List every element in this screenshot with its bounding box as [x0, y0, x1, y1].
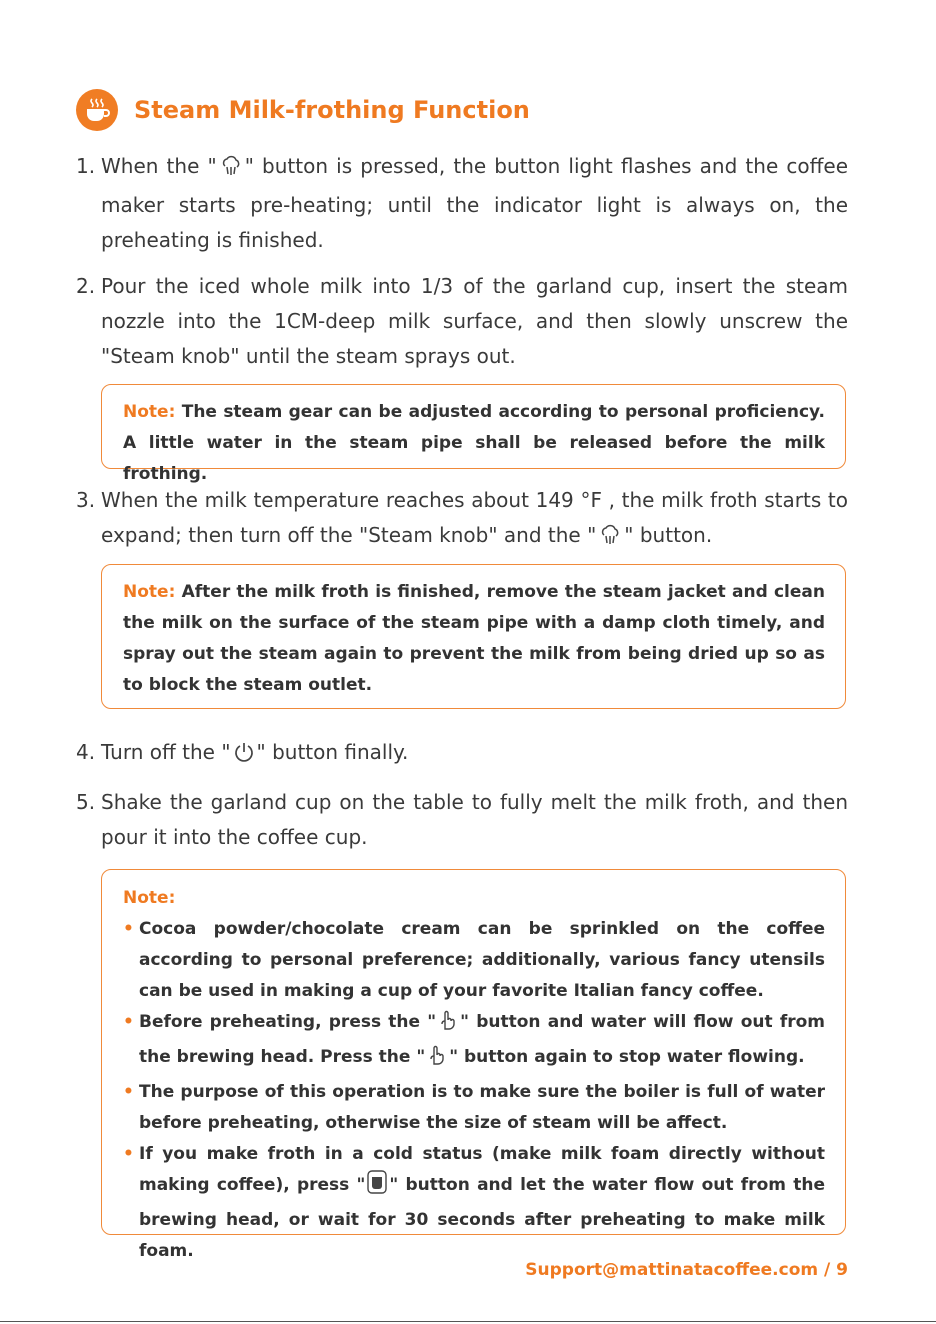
- bullet-text-cont: " button and water will flow out from the brewing head. Press the ": [139, 1012, 825, 1067]
- step-2: [76, 269, 848, 374]
- step-text: Pour the iced whole milk into 1/3 of the garland cup, insert the steam nozzle into the 1CM-deep milk surface, and then slowly unscrew the "Steam knob" until the steam sprays out.: [101, 274, 848, 368]
- step-text-cont: " button is pressed, the button light flashes and the coffee maker starts pre-heating; until the indicator light is always on, the preheating is finished.: [101, 154, 848, 252]
- note-box: [101, 564, 846, 709]
- power-icon: [233, 739, 255, 774]
- steam-button-icon: [598, 522, 622, 557]
- note-bullet-4: [123, 1139, 825, 1267]
- note-label: Note:: [123, 888, 176, 908]
- bullet-dot: •: [123, 1012, 134, 1032]
- cup-button-icon: [367, 1170, 387, 1205]
- note-text: The steam gear can be adjusted according to personal proficiency. A little water in the steam pipe shall be released before the milk frothing.: [123, 402, 826, 484]
- note-text: After the milk froth is finished, remove the steam jacket and clean the milk on the surface of the steam pipe with a damp cloth timely, and spray out the steam again to prevent the milk from being dried up so as to block the steam outlet.: [123, 582, 825, 695]
- note-bullet-3: [123, 1077, 825, 1139]
- page-footer: [525, 1260, 848, 1280]
- bullet-text-end: " button again to stop water flowing.: [449, 1047, 805, 1067]
- step-number: 2.: [76, 274, 96, 298]
- hand-press-icon: [427, 1044, 447, 1077]
- bullet-text: Cocoa powder/chocolate cream can be sprinkled on the coffee according to personal preference; additionally, various fancy utensils can be used in making a cup of your favorite Italian fancy coffee.: [139, 919, 825, 1001]
- step-3: [76, 483, 848, 557]
- support-email[interactable]: Support@mattinatacoffee.com: [525, 1260, 819, 1280]
- hand-press-icon: [438, 1009, 458, 1042]
- steam-button-icon: [219, 153, 243, 188]
- bullet-dot: •: [123, 1082, 134, 1102]
- page-number: 9: [836, 1260, 848, 1280]
- step-text: When the ": [101, 154, 217, 178]
- step-number: 1.: [76, 154, 96, 178]
- steam-cup-icon: [76, 89, 118, 131]
- step-number: 3.: [76, 488, 96, 512]
- step-number: 4.: [76, 740, 96, 764]
- step-number: 5.: [76, 790, 96, 814]
- note-label: Note:: [123, 582, 176, 602]
- step-4: [76, 735, 848, 774]
- note-box: [101, 384, 846, 484]
- bullet-dot: •: [123, 919, 134, 939]
- section-header: [76, 88, 530, 132]
- note-bullet-1: [123, 914, 825, 1007]
- section-title: Steam Milk-frothing Function: [134, 96, 530, 124]
- bullet-dot: •: [123, 1144, 134, 1164]
- footer-separator: /: [818, 1260, 837, 1280]
- bullet-text: Before preheating, press the ": [139, 1012, 437, 1032]
- bullet-text: If you make froth in a cold status (make milk foam directly without making coffee), press ": [139, 1144, 825, 1195]
- bottom-divider: [0, 1321, 936, 1322]
- step-text-cont: " button.: [624, 523, 713, 547]
- bullet-text: The purpose of this operation is to make sure the boiler is full of water before preheating, otherwise the size of steam will be affect.: [139, 1082, 825, 1133]
- note-bullet-2: [123, 1007, 825, 1077]
- step-text-cont: " button finally.: [256, 740, 409, 764]
- step-text: When the milk temperature reaches about 149 °F , the milk froth starts to expand; then turn off the "Steam knob" and the ": [101, 488, 848, 547]
- step-text: Shake the garland cup on the table to fully melt the milk froth, and then pour it into the coffee cup.: [101, 790, 848, 849]
- step-5: [76, 785, 848, 855]
- bullet-text-cont: " button and let the water flow out from the brewing head, or wait for 30 seconds after preheating to make milk foam.: [139, 1175, 825, 1261]
- step-text: Turn off the ": [101, 740, 231, 764]
- step-1: [76, 149, 848, 258]
- note-box-list: [101, 869, 846, 1261]
- note-label: Note:: [123, 402, 176, 422]
